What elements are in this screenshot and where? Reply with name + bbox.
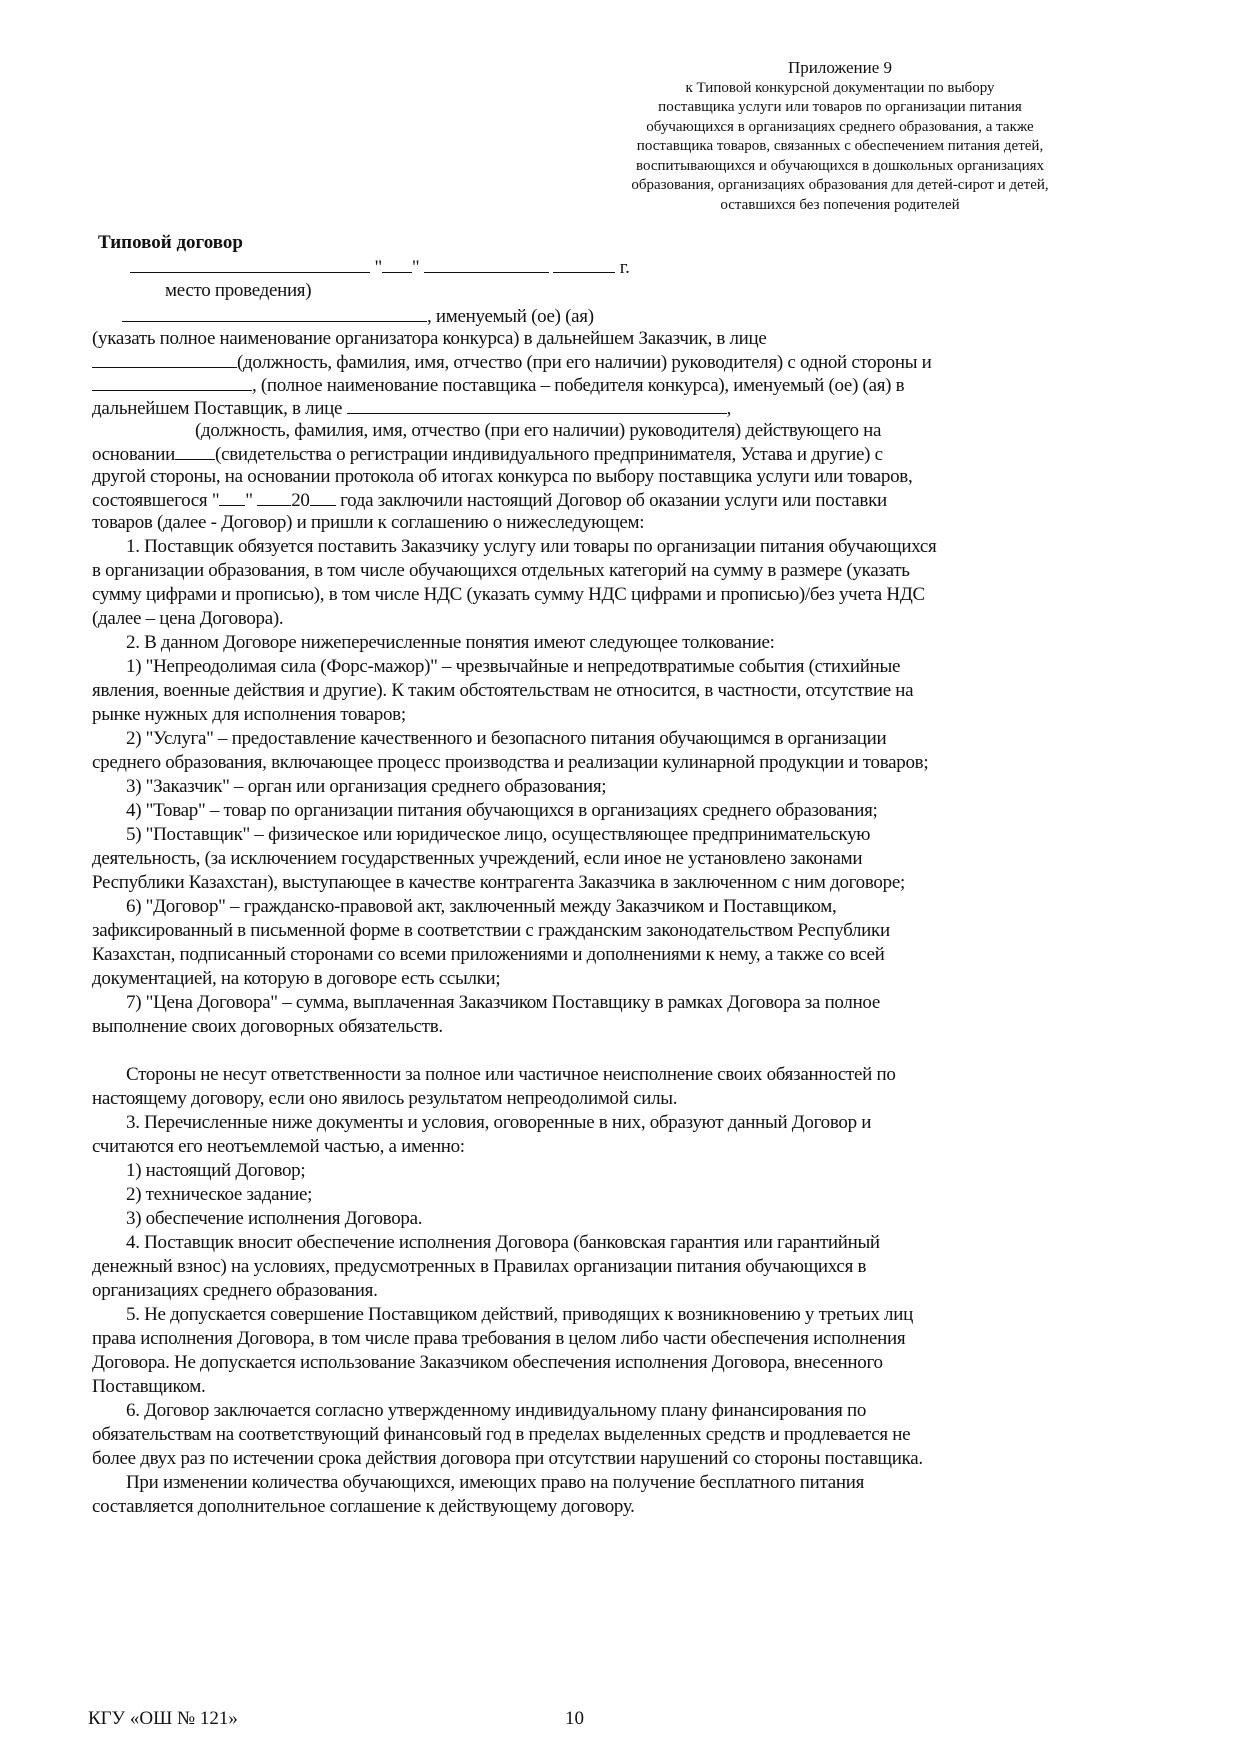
- doc-line: настоящему договору, если оно явилось результатом непреодолимой силы.: [92, 1088, 678, 1109]
- doc-line: 4) "Товар" – товар по организации питания обучающихся в организациях среднего образования;: [126, 800, 878, 821]
- document-title: Типовой договор: [98, 232, 243, 253]
- year-suffix: г.: [619, 257, 630, 278]
- footer-organization: КГУ «ОШ № 121»: [88, 1708, 238, 1729]
- doc-line: организациях среднего образования.: [92, 1280, 378, 1301]
- doc-line: Поставщиком.: [92, 1376, 206, 1397]
- doc-line: При изменении количества обучающихся, имеющих право на получение бесплатного питания: [126, 1472, 865, 1493]
- doc-line: 6) "Договор" – гражданско-правовой акт, заключенный между Заказчиком и Поставщиком,: [126, 896, 837, 917]
- doc-line: 2) "Услуга" – предоставление качественного и безопасного питания обучающимся в организации: [126, 728, 887, 749]
- doc-line: , (полное наименование поставщика – победителя конкурса), именуемый (ое) (ая) в: [92, 374, 904, 397]
- doc-line: (должность, фамилия, имя, отчество (при его наличии) руководителя) с одной стороны и: [92, 351, 932, 374]
- doc-line: другой стороны, на основании протокола об итогах конкурса по выбору поставщика услуги или товаров,: [92, 466, 913, 487]
- doc-line: 1) "Непреодолимая сила (Форс-мажор)" – чрезвычайные и непредотвратимые события (стихийные: [126, 656, 901, 677]
- doc-line: сумму цифрами и прописью), в том числе НДС (указать сумму НДС цифрами и прописью)/без учета НДС: [92, 584, 925, 605]
- doc-line: 7) "Цена Договора" – сумма, выплаченная Заказчиком Поставщику в рамках Договора за полное: [126, 992, 880, 1013]
- quote-open: ": [374, 257, 382, 278]
- doc-line: составляется дополнительное соглашение к действующему договору.: [92, 1496, 635, 1517]
- doc-line: 5) "Поставщик" – физическое или юридическое лицо, осуществляющее предпринимательскую: [126, 824, 871, 845]
- doc-line: 1) настоящий Договор;: [126, 1160, 306, 1181]
- doc-line: Стороны не несут ответственности за полное или частичное неисполнение своих обязанностей по: [126, 1064, 896, 1085]
- place-caption: место проведения): [165, 280, 312, 301]
- doc-line: 1. Поставщик обязуется поставить Заказчику услугу или товары по организации питания обучающихся: [126, 536, 937, 557]
- doc-line: рынке нужных для исполнения товаров;: [92, 704, 406, 725]
- doc-line: (далее – цена Договора).: [92, 608, 284, 629]
- doc-line: (указать полное наименование организатора конкурса) в дальнейшем Заказчик, в лице: [92, 328, 767, 349]
- day-blank: [382, 256, 412, 273]
- doc-line: Республики Казахстан), выступающее в качестве контрагента Заказчика в заключенном с ним договоре;: [92, 872, 905, 893]
- doc-line: 3. Перечисленные ниже документы и условия, оговоренные в них, образуют данный Договор и: [126, 1112, 872, 1133]
- doc-line: состоявшегося " " 20 года заключили настоящий Договор об оказании услуги или поставки: [92, 490, 887, 511]
- appendix-line: поставщика товаров, связанных с обеспечением питания детей,: [636, 138, 1044, 154]
- appendix-line: воспитывающихся и обучающихся в дошкольных организациях: [635, 157, 1045, 174]
- doc-line: товаров (далее - Договор) и пришли к соглашению о нижеследующем:: [92, 512, 645, 533]
- doc-line: , именуемый (ое) (ая): [122, 305, 594, 328]
- doc-line: явления, военные действия и другие). К таким обстоятельствам не относится, в частности, отсутствие на: [92, 680, 914, 701]
- quote-close: ": [411, 257, 420, 278]
- doc-line: более двух раз по истечении срока действия договора при отсутствии нарушений со стороны поставщика.: [92, 1448, 923, 1469]
- doc-line: денежный взнос) на условиях, предусмотренных в Правилах организации питания обучающихся в: [92, 1256, 867, 1277]
- doc-line: обязательствам на соответствующий финансовый год в пределах выделенных средств и продлевается не: [92, 1424, 911, 1445]
- doc-line: (должность, фамилия, имя, отчество (при его наличии) руководителя) действующего на: [195, 420, 882, 441]
- doc-line: 2. В данном Договоре нижеперечисленные понятия имеют следующее толкование:: [126, 632, 775, 653]
- year-blank: [553, 256, 615, 273]
- appendix-line: обучающихся в организациях среднего образования, а также: [646, 118, 1034, 135]
- place-blank: [130, 256, 370, 273]
- place-date-line: [130, 256, 630, 279]
- appendix-line: поставщика услуги или товаров по организации питания: [658, 99, 1022, 115]
- doc-line: в организации образования, в том числе обучающихся отдельных категорий на сумму в размере (указать: [92, 560, 910, 581]
- doc-line: 2) техническое задание;: [126, 1184, 313, 1205]
- appendix-line: образования, организациях образования для детей-сирот и детей,: [631, 177, 1049, 193]
- doc-line: 3) обеспечение исполнения Договора.: [126, 1208, 423, 1229]
- doc-line: Казахстан, подписанный сторонами со всеми приложениями и дополнениями к нему, а также со всей: [92, 944, 885, 965]
- appendix-title: Приложение 9: [788, 58, 892, 77]
- doc-line: деятельность, (за исключением государственных учреждений, если иное не установлено законами: [92, 848, 863, 869]
- doc-line: документацией, на которую в договоре есть ссылки;: [92, 968, 501, 989]
- doc-line: права исполнения Договора, в том числе права требования в целом либо части обеспечения исполнения: [92, 1328, 906, 1349]
- doc-line: 6. Договор заключается согласно утвержденному индивидуальному плану финансирования по: [126, 1400, 867, 1421]
- doc-line: выполнение своих договорных обязательств.: [92, 1016, 443, 1037]
- doc-line: 5. Не допускается совершение Поставщиком действий, приводящих к возникновению у третьих лиц: [126, 1304, 913, 1325]
- appendix-header: [560, 58, 1120, 215]
- doc-line: 3) "Заказчик" – орган или организация среднего образования;: [126, 776, 607, 797]
- month-blank: [424, 256, 549, 273]
- doc-line: основании (свидетельства о регистрации индивидуального предпринимателя, Устава и другие) с: [92, 444, 883, 465]
- appendix-line: оставшихся без попечения родителей: [720, 196, 960, 213]
- appendix-line: к Типовой конкурсной документации по выбору: [685, 79, 995, 96]
- doc-line: 4. Поставщик вносит обеспечение исполнения Договора (банковская гарантия или гарантийный: [126, 1232, 880, 1253]
- doc-line: Договора. Не допускается использование Заказчиком обеспечения исполнения Договора, внесенного: [92, 1352, 883, 1373]
- doc-line: дальнейшем Поставщик, в лице ,: [92, 398, 732, 419]
- doc-line: среднего образования, включающее процесс производства и реализации кулинарной продукции и товаров;: [92, 752, 929, 773]
- doc-line: считаются его неотъемлемой частью, а именно:: [92, 1136, 465, 1157]
- doc-line: зафиксированный в письменной форме в соответствии с гражданским законодательством Республики: [92, 920, 890, 941]
- footer-page-number: 10: [565, 1708, 584, 1729]
